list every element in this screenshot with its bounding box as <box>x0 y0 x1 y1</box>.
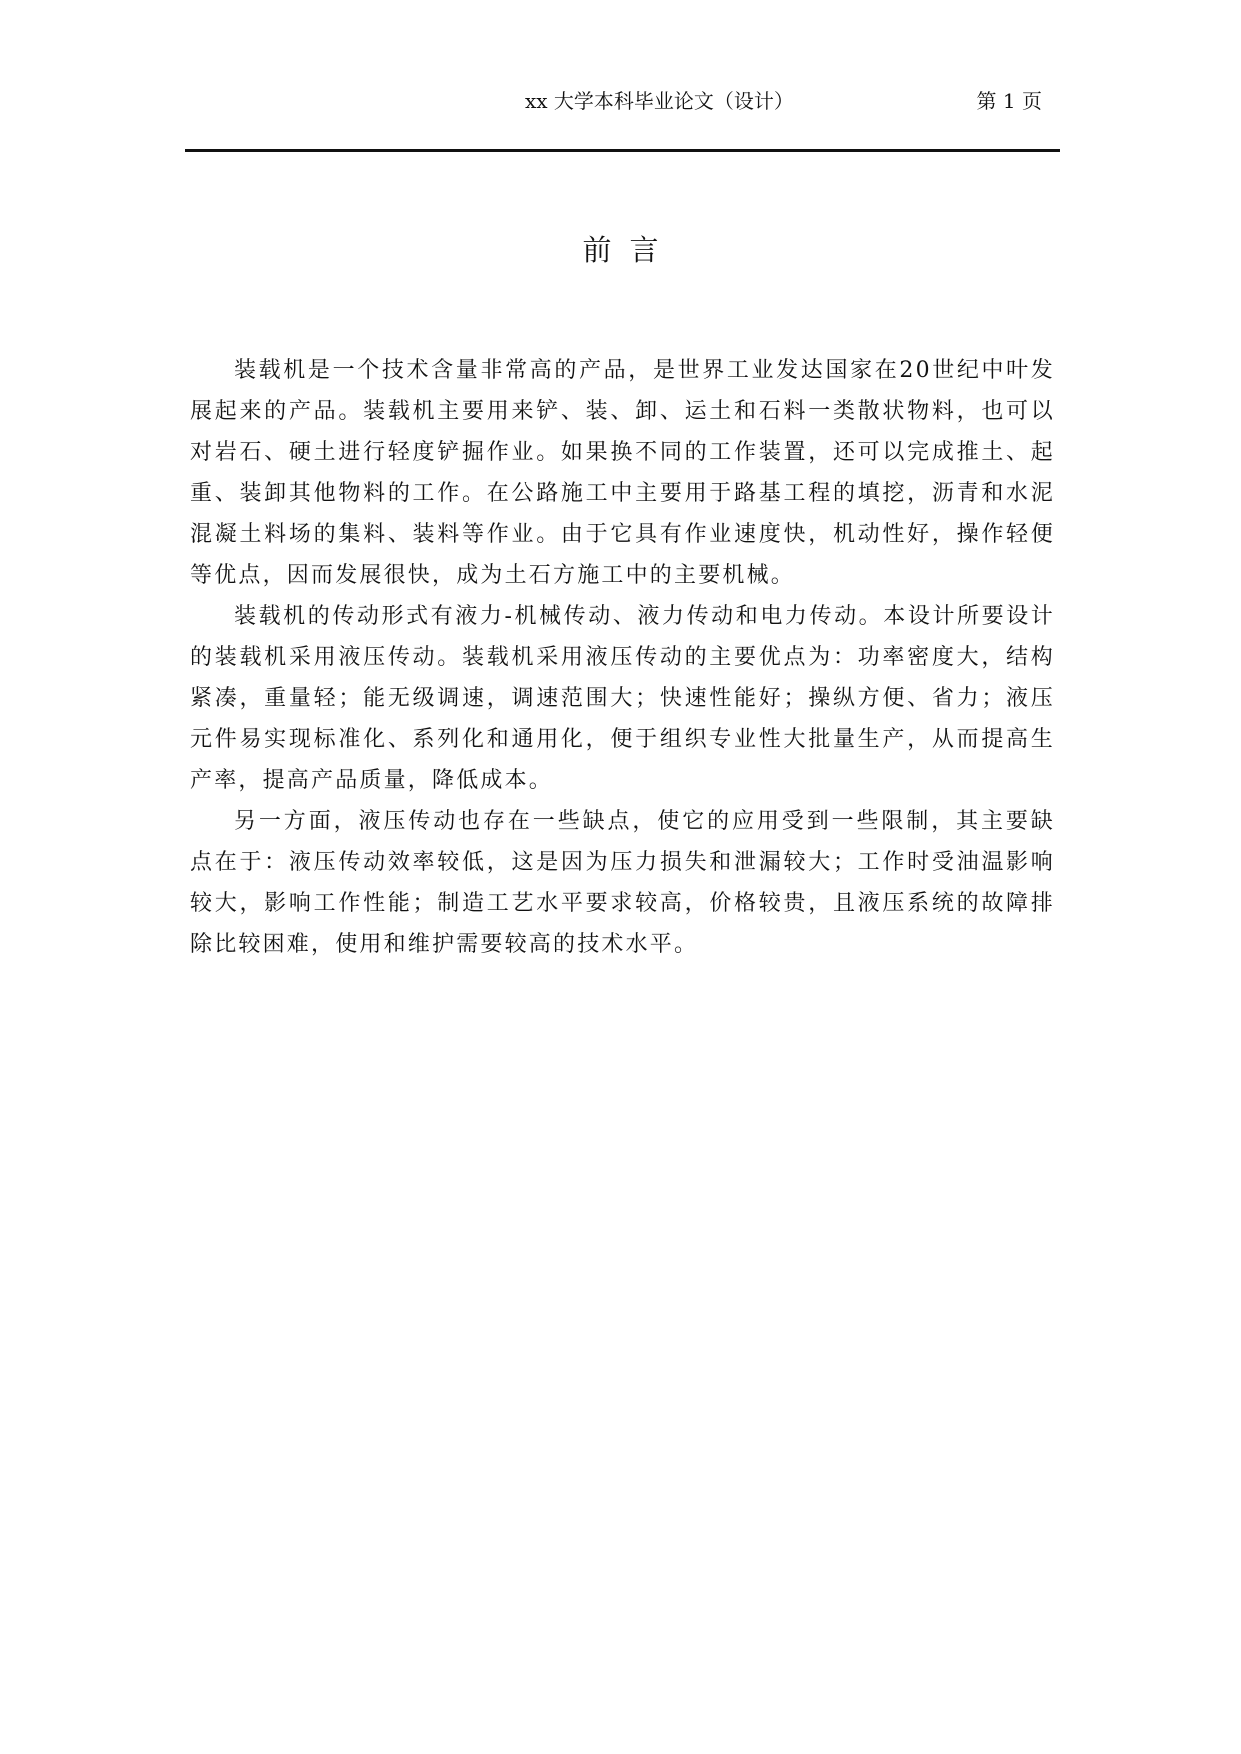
header-title: xx 大学本科毕业论文（设计） <box>525 89 794 113</box>
paragraph-2: 装载机的传动形式有液力-机械传动、液力传动和电力传动。本设计所要设计的装载机采用液压传动。装载机采用液压传动的主要优点为：功率密度大，结构紧凑，重量轻；能无级调速，调速范围大；快速性能好；操纵方便、省力；液压元件易实现标准化、系列化和通用化，便于组织专业性大批量生产，从而提高生产率，提高产品质量，降低成本。 <box>190 604 1055 793</box>
header-page-number: 第 1 页 <box>976 89 1042 113</box>
page-header <box>185 86 1060 116</box>
body-text <box>190 350 1055 965</box>
document-title: 前言 <box>582 233 677 267</box>
header-divider <box>185 149 1060 152</box>
paragraph-3: 另一方面，液压传动也存在一些缺点，使它的应用受到一些限制，其主要缺点在于：液压传动效率较低，这是因为压力损失和泄漏较大；工作时受油温影响较大，影响工作性能；制造工艺水平要求较高，价格较贵，且液压系统的故障排除比较困难，使用和维护需要较高的技术水平。 <box>190 809 1055 957</box>
paragraph-1: 装载机是一个技术含量非常高的产品，是世界工业发达国家在20世纪中叶发展起来的产品。装载机主要用来铲、装、卸、运土和石料一类散状物料，也可以对岩石、硬土进行轻度铲掘作业。如果换不同的工作装置，还可以完成推土、起重、装卸其他物料的工作。在公路施工中主要用于路基工程的填挖，沥青和水泥混凝土料场的集料、装料等作业。由于它具有作业速度快，机动性好，操作轻便等优点，因而发展很快，成为土石方施工中的主要机械。 <box>190 358 1055 588</box>
